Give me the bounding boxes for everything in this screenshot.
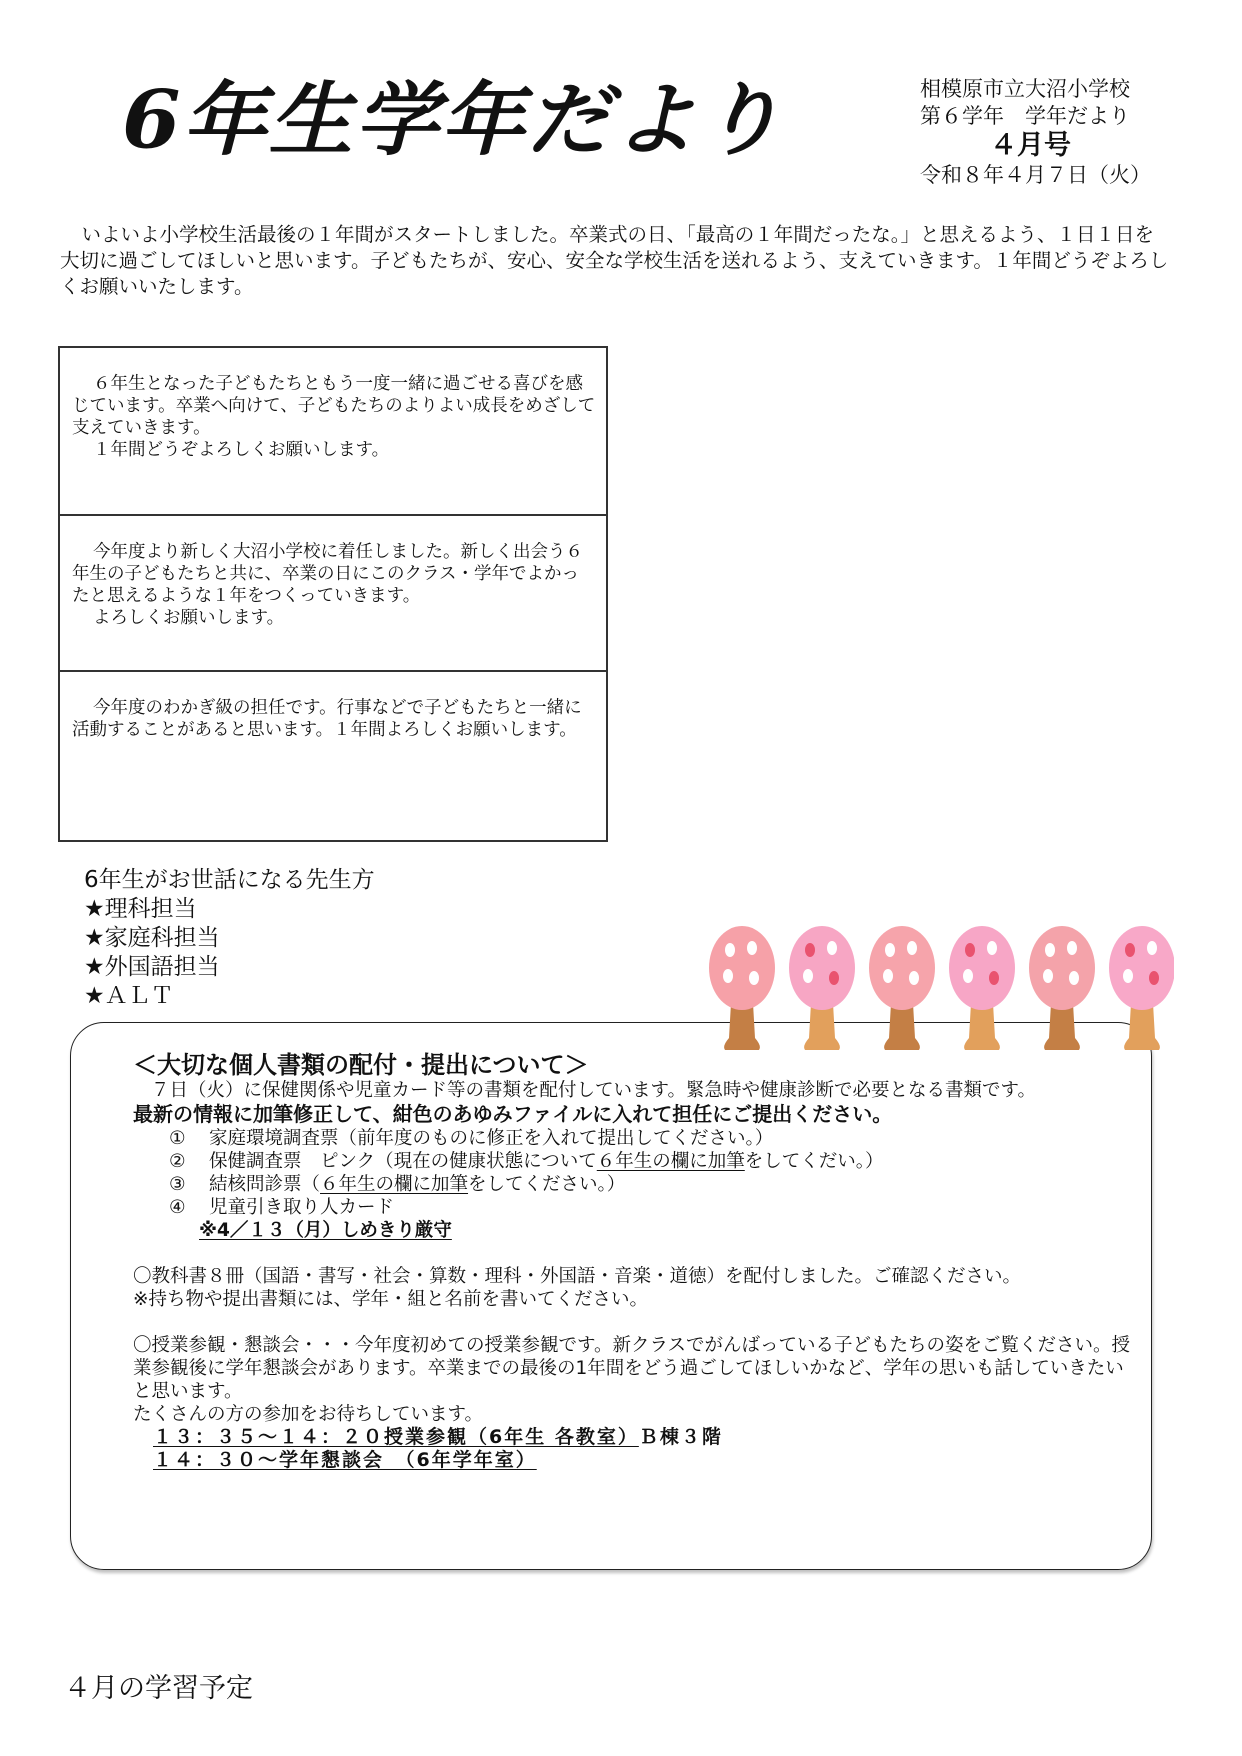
cherry-tree-icon	[709, 926, 775, 1050]
teachers-list	[84, 866, 375, 1011]
teacher-message-3	[60, 672, 606, 840]
teachers-heading: 6年生がお世話になる先生方	[84, 867, 375, 893]
notice-line: ７日（火）に保健関係や児童カード等の書類を配付しています。緊急時や健康診断で必要となる書類です。	[151, 1080, 1037, 1101]
issue-number: ４月号	[990, 130, 1071, 161]
textbooks-note: 〇教科書８冊（国語・書写・社会・算数・理科・外国語・音楽・道徳）を配付しました。ご確認ください。	[133, 1266, 1022, 1287]
intro-paragraph: いよいよ小学校生活最後の１年間がスタートしました。卒業式の日、「最高の１年間だったな。」と思えるよう、１日１日を大切に過ごしてほしいと思います。子どもたちが、安心、安全な学校生活を送れるよう、支えていきます。１年間どうぞよろしくお願いいたします。	[60, 223, 1169, 298]
issue-date: 令和８年４月７日（火）	[920, 163, 1151, 187]
invite-note: たくさんの方の参加をお待ちしています。	[133, 1404, 484, 1425]
teacher-role: ★ＡＬＴ	[84, 983, 174, 1009]
notice-title: ＜大切な個人書類の配付・提出について＞	[133, 1051, 589, 1079]
teacher-role: ★外国語担当	[84, 954, 220, 980]
school-name: 相模原市立大沼小学校	[920, 77, 1130, 101]
belongings-note: ※持ち物や提出書類には、学年・組と名前を書いてください。	[133, 1289, 649, 1310]
teacher-message-1	[60, 348, 606, 516]
message-text: 今年度より新しく大沼小学校に着任しました。新しく出会う６年生の子どもたちと共に、卒業の日にこのクラス・学年でよかったと思えるような１年をつくっていきます。	[72, 542, 583, 606]
teacher-messages-table	[58, 346, 608, 842]
documents-notice-box	[70, 1022, 1152, 1570]
learning-plan-heading: ４月の学習予定	[64, 1673, 253, 1704]
document-item-3: ③ 結核問診票（６年生の欄に加筆をしてください。）	[169, 1174, 626, 1195]
deadline-note: ※4／１３（月）しめきり厳守	[199, 1220, 452, 1241]
message-text: よろしくお願いします。	[93, 608, 285, 628]
message-text: １年間どうぞよろしくお願いします。	[93, 440, 390, 460]
message-text: ６年生となった子どもたちともう一度一緒に過ごせる喜びを感じています。卒業へ向けて、子どもたちのよりよい成長をめざして支えていきます。	[72, 374, 596, 438]
notice-emphasis: 最新の情報に加筆修正して、紺色のあゆみファイルに入れて担任にご提出ください。	[133, 1102, 893, 1126]
teacher-role: ★理科担当	[84, 896, 197, 922]
newsletter-title: 6年生学年だより	[122, 72, 785, 167]
cherry-tree-icon	[1029, 926, 1095, 1050]
document-item-4: ④ 児童引き取り人カード	[169, 1197, 395, 1218]
open-class-note: 〇授業参観・懇談会・・・今年度初めての授業参観です。新クラスでがんばっている子どもたちの姿をご覧ください。授業参観後に学年懇談会があります。卒業までの最後の1年間をどう過ごしてほしいかなど、学年の思いも話していきたいと思います。	[133, 1335, 1130, 1402]
teacher-role: ★家庭科担当	[84, 925, 220, 951]
message-text: 今年度のわかぎ級の担任です。行事などで子どもたちと一緒に活動することがあると思います。１年間よろしくお願いします。	[72, 698, 582, 740]
cherry-tree-icon	[1109, 926, 1174, 1050]
schedule-item-1: １３：３５～１４：２０授業参観（6年生 各教室）Ｂ棟３階	[153, 1426, 723, 1448]
school-info	[920, 76, 1151, 189]
document-item-1: ① 家庭環境調査票（前年度のものに修正を入れて提出してください。）	[169, 1128, 774, 1149]
document-item-2: ② 保健調査票 ピンク（現在の健康状態について６年生の欄に加筆をしてくだい。）	[169, 1151, 884, 1172]
cherry-tree-icon	[789, 926, 855, 1050]
newsletter-name: 第６学年 学年だより	[920, 104, 1130, 128]
schedule-item-2: １４：３０～学年懇談会 （6年学年室）	[153, 1449, 537, 1471]
cherry-blossom-trees-icon	[704, 918, 1174, 1072]
teacher-message-2	[60, 516, 606, 672]
cherry-tree-icon	[869, 926, 935, 1050]
cherry-tree-icon	[949, 926, 1015, 1050]
